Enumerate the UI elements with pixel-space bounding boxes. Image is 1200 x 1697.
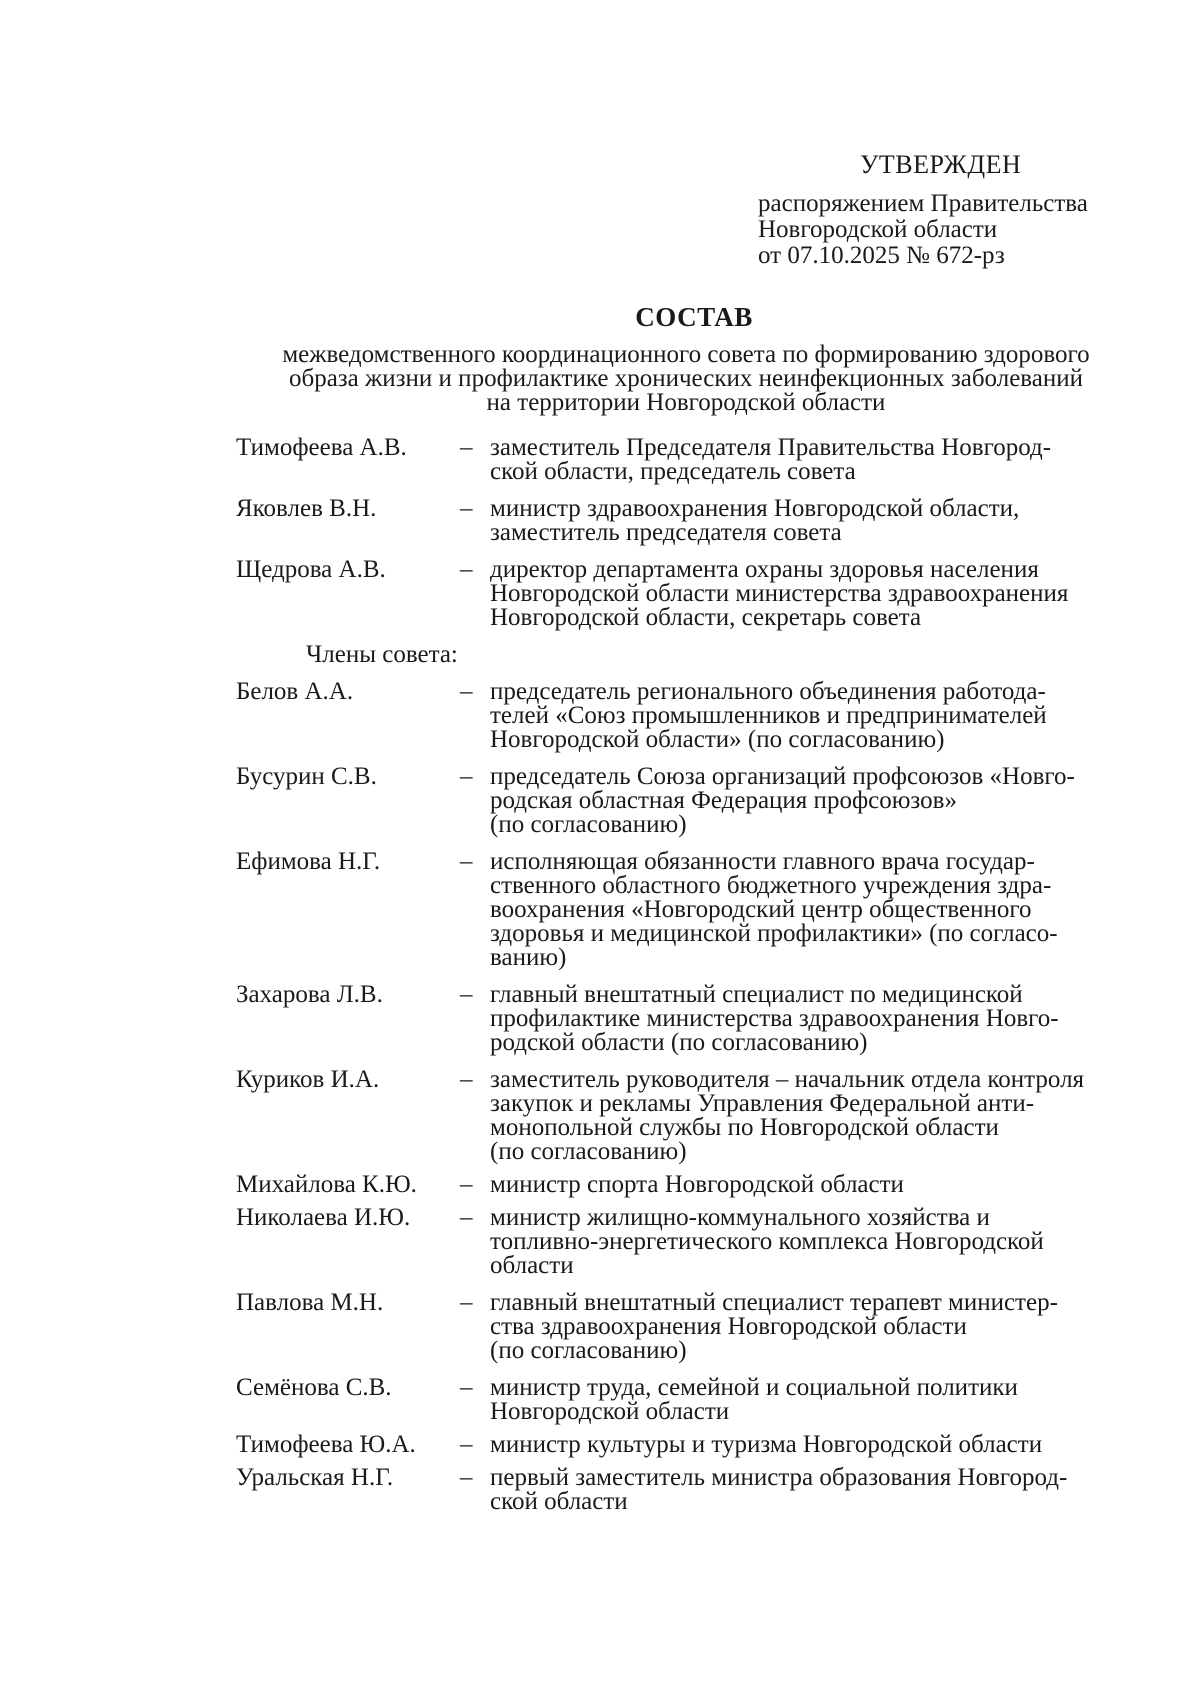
approval-line: распоряжением Правительства (758, 190, 1088, 217)
position-line: здоровья и медицинской профилактики» (по согласо- (490, 920, 1058, 947)
member-name: Бусурин С.В. (236, 763, 377, 790)
position-line: топливно-энергетического комплекса Новгородской (490, 1228, 1044, 1255)
position-line: Новгородской области, секретарь совета (490, 604, 922, 631)
position-line: ства здравоохранения Новгородской области (490, 1313, 967, 1340)
position-line: родская областная Федерация профсоюзов» (490, 787, 957, 814)
position-line: министр культуры и туризма Новгородской области (490, 1431, 1043, 1458)
member-position (490, 1466, 1136, 1514)
position-line: главный внештатный специалист по медицинской (490, 981, 1023, 1008)
member-position (490, 436, 1136, 484)
member-row (236, 765, 1136, 837)
position-line: телей «Союз промышленников и предпринимателей (490, 702, 1047, 729)
dash-separator: – (460, 1066, 473, 1093)
position-line: ственного областного бюджетного учреждения здра- (490, 872, 1052, 899)
dash-separator: – (460, 1464, 473, 1491)
position-line: воохранения «Новгородский центр общественного (490, 896, 1032, 923)
member-row (236, 497, 1136, 545)
members-group (236, 680, 1136, 1514)
member-name: Ефимова Н.Г. (236, 848, 381, 875)
member-name: Семёнова С.В. (236, 1374, 392, 1401)
member-name: Яковлев В.Н. (236, 495, 377, 522)
position-line: заместитель руководителя – начальник отдела контроля (490, 1066, 1085, 1093)
dash-separator: – (460, 981, 473, 1008)
position-line: министр здравоохранения Новгородской области, (490, 495, 1020, 522)
position-line: министр труда, семейной и социальной политики (490, 1374, 1018, 1401)
position-line: монопольной службы по Новгородской области (490, 1114, 999, 1141)
member-row (236, 1433, 1136, 1457)
member-position (490, 983, 1136, 1055)
position-line: заместитель председателя совета (490, 519, 842, 546)
dash-separator: – (460, 848, 473, 875)
approval-lines (758, 191, 1088, 269)
member-position (490, 1173, 1136, 1197)
position-line: министр спорта Новгородской области (490, 1171, 904, 1198)
member-name: Николаева И.Ю. (236, 1204, 411, 1231)
position-line: ванию) (490, 944, 567, 971)
position-line: директор департамента охраны здоровья населения (490, 556, 1039, 583)
approval-line: Новгородской области (758, 216, 998, 243)
subtitle-line: образа жизни и профилактике хронических неинфекционных заболеваний (288, 365, 1084, 392)
position-line: ской области (490, 1488, 628, 1515)
position-line: профилактике министерства здравоохранения Новго- (490, 1005, 1059, 1032)
member-name: Уральская Н.Г. (236, 1464, 394, 1491)
member-position (490, 765, 1136, 837)
dash-separator: – (460, 434, 473, 461)
position-line: области (490, 1252, 574, 1279)
position-line: главный внештатный специалист терапевт министер- (490, 1289, 1058, 1316)
member-row (236, 983, 1136, 1055)
member-row (236, 1173, 1136, 1197)
dash-separator: – (460, 678, 473, 705)
member-row (236, 680, 1136, 752)
approval-line: от 07.10.2025 № 672-рз (758, 242, 1005, 269)
position-line: закупок и рекламы Управления Федеральной анти- (490, 1090, 1035, 1117)
subtitle-line: межведомственного координационного совета по формированию здорового (282, 341, 1090, 368)
member-name: Павлова М.Н. (236, 1289, 384, 1316)
position-line: председатель Союза организаций профсоюзов «Новго- (490, 763, 1075, 790)
position-line: (по согласованию) (490, 1337, 687, 1364)
position-line: родской области (по согласованию) (490, 1029, 868, 1056)
dash-separator: – (460, 1171, 473, 1198)
member-position (490, 1291, 1136, 1363)
member-row (236, 436, 1136, 484)
member-row (236, 558, 1136, 630)
member-row (236, 1466, 1136, 1514)
member-row (236, 1291, 1136, 1363)
position-line: Новгородской области министерства здравоохранения (490, 580, 1069, 607)
position-line: ской области, председатель совета (490, 458, 856, 485)
member-name: Белов А.А. (236, 678, 354, 705)
member-position (490, 680, 1136, 752)
dash-separator: – (460, 495, 473, 522)
member-name: Куриков И.А. (236, 1066, 380, 1093)
member-position (490, 1433, 1136, 1457)
subtitle-line: на территории Новгородской области (486, 389, 886, 416)
member-position (490, 558, 1136, 630)
member-row (236, 850, 1136, 970)
approval-title: УТВЕРЖДЕН (860, 150, 1022, 179)
document-subtitle (230, 343, 1142, 415)
position-line: первый заместитель министра образования Новгород- (490, 1464, 1068, 1491)
member-name: Захарова Л.В. (236, 981, 383, 1008)
members-list (236, 436, 1136, 1514)
member-position (490, 1376, 1136, 1424)
member-row (236, 1068, 1136, 1164)
member-row (236, 1206, 1136, 1278)
position-line: (по согласованию) (490, 1138, 687, 1165)
position-line: исполняющая обязанности главного врача государ- (490, 848, 1035, 875)
member-name: Тимофеева А.В. (236, 434, 407, 461)
member-position (490, 1068, 1136, 1164)
member-position (490, 850, 1136, 970)
dash-separator: – (460, 1374, 473, 1401)
member-position (490, 497, 1136, 545)
member-name: Тимофеева Ю.А. (236, 1431, 416, 1458)
position-line: Новгородской области» (по согласованию) (490, 726, 945, 753)
member-name: Михайлова К.Ю. (236, 1171, 417, 1198)
member-name: Щедрова А.В. (236, 556, 386, 583)
dash-separator: – (460, 763, 473, 790)
members-label: Члены совета: (306, 641, 458, 668)
member-row (236, 1376, 1136, 1424)
dash-separator: – (460, 1204, 473, 1231)
leaders-group (236, 436, 1136, 630)
member-position (490, 1206, 1136, 1278)
position-line: Новгородской области (490, 1398, 730, 1425)
position-line: председатель регионального объединения работода- (490, 678, 1046, 705)
dash-separator: – (460, 1431, 473, 1458)
dash-separator: – (460, 556, 473, 583)
position-line: (по согласованию) (490, 811, 687, 838)
position-line: министр жилищно-коммунального хозяйства и (490, 1204, 990, 1231)
position-line: заместитель Председателя Правительства Новгород- (490, 434, 1052, 461)
document-title: СОСТАВ (635, 302, 753, 332)
dash-separator: – (460, 1289, 473, 1316)
